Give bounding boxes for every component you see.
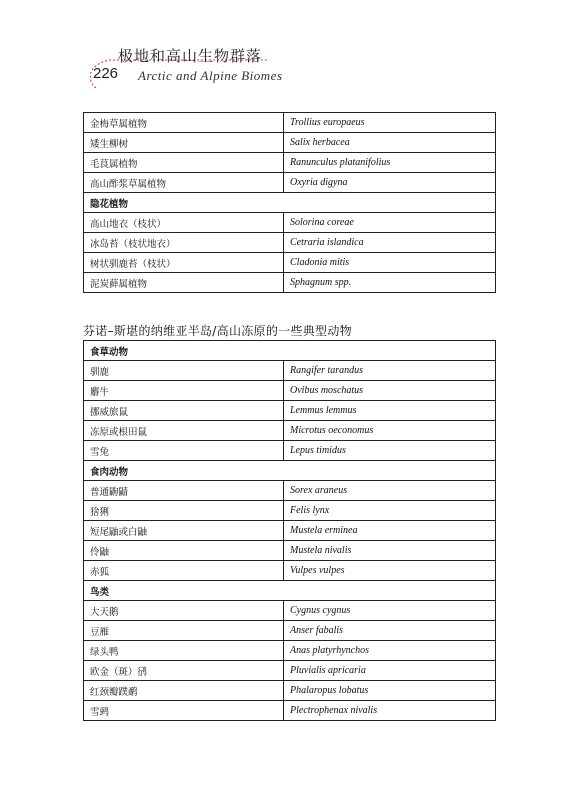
table-row <box>84 501 496 521</box>
table-row <box>84 481 496 501</box>
table-row <box>84 601 496 621</box>
scientific-name-cell: Phalaropus lobatus <box>284 681 496 701</box>
common-name-cell: 绿头鸭 <box>84 641 284 661</box>
scientific-name-cell: Lemmus lemmus <box>284 401 496 421</box>
common-name-cell: 矮生柳树 <box>84 133 284 153</box>
table-row <box>84 681 496 701</box>
common-name-cell: 猞猁 <box>84 501 284 521</box>
scientific-name-cell: Solorina coreae <box>284 213 496 233</box>
scientific-name-cell: Sphagnum spp. <box>284 273 496 293</box>
group-row <box>84 341 496 361</box>
page-number: 226 <box>93 65 119 82</box>
animal-table <box>83 340 496 721</box>
scientific-name-cell: Oxyria digyna <box>284 173 496 193</box>
scientific-name-cell: Plectrophenax nivalis <box>284 701 496 721</box>
table-row <box>84 641 496 661</box>
table-row <box>84 213 496 233</box>
common-name-cell: 豆雁 <box>84 621 284 641</box>
scientific-name-cell: Vulpes vulpes <box>284 561 496 581</box>
group-row <box>84 461 496 481</box>
scientific-name-cell: Sorex araneus <box>284 481 496 501</box>
table-row <box>84 361 496 381</box>
book-subtitle: Arctic and Alpine Biomes <box>138 68 283 83</box>
table-row <box>84 113 496 133</box>
table-row <box>84 153 496 173</box>
scientific-name-cell: Anser fabalis <box>284 621 496 641</box>
common-name-cell: 麝牛 <box>84 381 284 401</box>
group-row <box>84 581 496 601</box>
common-name-cell: 大天鹅 <box>84 601 284 621</box>
scientific-name-cell: Anas platyrhynchos <box>284 641 496 661</box>
common-name-cell: 伶鼬 <box>84 541 284 561</box>
group-heading: 鸟类 <box>84 581 496 601</box>
common-name-cell: 泥炭藓属植物 <box>84 273 284 293</box>
common-name-cell: 树状驯鹿苔（枝状） <box>84 253 284 273</box>
scientific-name-cell: Mustela erminea <box>284 521 496 541</box>
common-name-cell: 毛茛属植物 <box>84 153 284 173</box>
common-name-cell: 雪鹀 <box>84 701 284 721</box>
group-heading: 食肉动物 <box>84 461 496 481</box>
scientific-name-cell: Mustela nivalis <box>284 541 496 561</box>
scientific-name-cell: Ranunculus platanifolius <box>284 153 496 173</box>
table-row <box>84 521 496 541</box>
table-row <box>84 133 496 153</box>
scientific-name-cell: Salix herbacea <box>284 133 496 153</box>
table-row <box>84 421 496 441</box>
common-name-cell: 金梅草属植物 <box>84 113 284 133</box>
scientific-name-cell: Ovibus moschatus <box>284 381 496 401</box>
table-row <box>84 441 496 461</box>
table-row <box>84 381 496 401</box>
common-name-cell: 冰岛苔（枝状地衣） <box>84 233 284 253</box>
common-name-cell: 欧金（斑）鸻 <box>84 661 284 681</box>
scientific-name-cell: Cladonia mitis <box>284 253 496 273</box>
common-name-cell: 雪兔 <box>84 441 284 461</box>
group-heading: 食草动物 <box>84 341 496 361</box>
common-name-cell: 红颈瓣蹼鹬 <box>84 681 284 701</box>
scientific-name-cell: Microtus oeconomus <box>284 421 496 441</box>
common-name-cell: 短尾鼬或白鼬 <box>84 521 284 541</box>
table-row <box>84 401 496 421</box>
scientific-name-cell: Cygnus cygnus <box>284 601 496 621</box>
table-row <box>84 621 496 641</box>
scientific-name-cell: Felis lynx <box>284 501 496 521</box>
table-row <box>84 661 496 681</box>
table-row <box>84 273 496 293</box>
book-title: 极地和高山生物群落 <box>118 47 263 65</box>
scientific-name-cell: Rangifer tarandus <box>284 361 496 381</box>
scientific-name-cell: Lepus timidus <box>284 441 496 461</box>
group-heading: 隐花植物 <box>84 193 496 213</box>
common-name-cell: 冻原或根田鼠 <box>84 421 284 441</box>
table-row <box>84 233 496 253</box>
common-name-cell: 驯鹿 <box>84 361 284 381</box>
common-name-cell: 挪威旅鼠 <box>84 401 284 421</box>
scientific-name-cell: Trollius europaeus <box>284 113 496 133</box>
table-row <box>84 173 496 193</box>
section-title: 芬诺–斯堪的纳维亚半岛/高山冻原的一些典型动物 <box>83 324 352 338</box>
group-row <box>84 193 496 213</box>
table-row <box>84 253 496 273</box>
common-name-cell: 高山地衣（枝状） <box>84 213 284 233</box>
plant-table <box>83 112 496 293</box>
common-name-cell: 高山酢浆草属植物 <box>84 173 284 193</box>
table-row <box>84 541 496 561</box>
common-name-cell: 赤狐 <box>84 561 284 581</box>
common-name-cell: 普通鼩鼱 <box>84 481 284 501</box>
scientific-name-cell: Pluvialis apricaria <box>284 661 496 681</box>
table-row <box>84 561 496 581</box>
scientific-name-cell: Cetraria islandica <box>284 233 496 253</box>
table-row <box>84 701 496 721</box>
